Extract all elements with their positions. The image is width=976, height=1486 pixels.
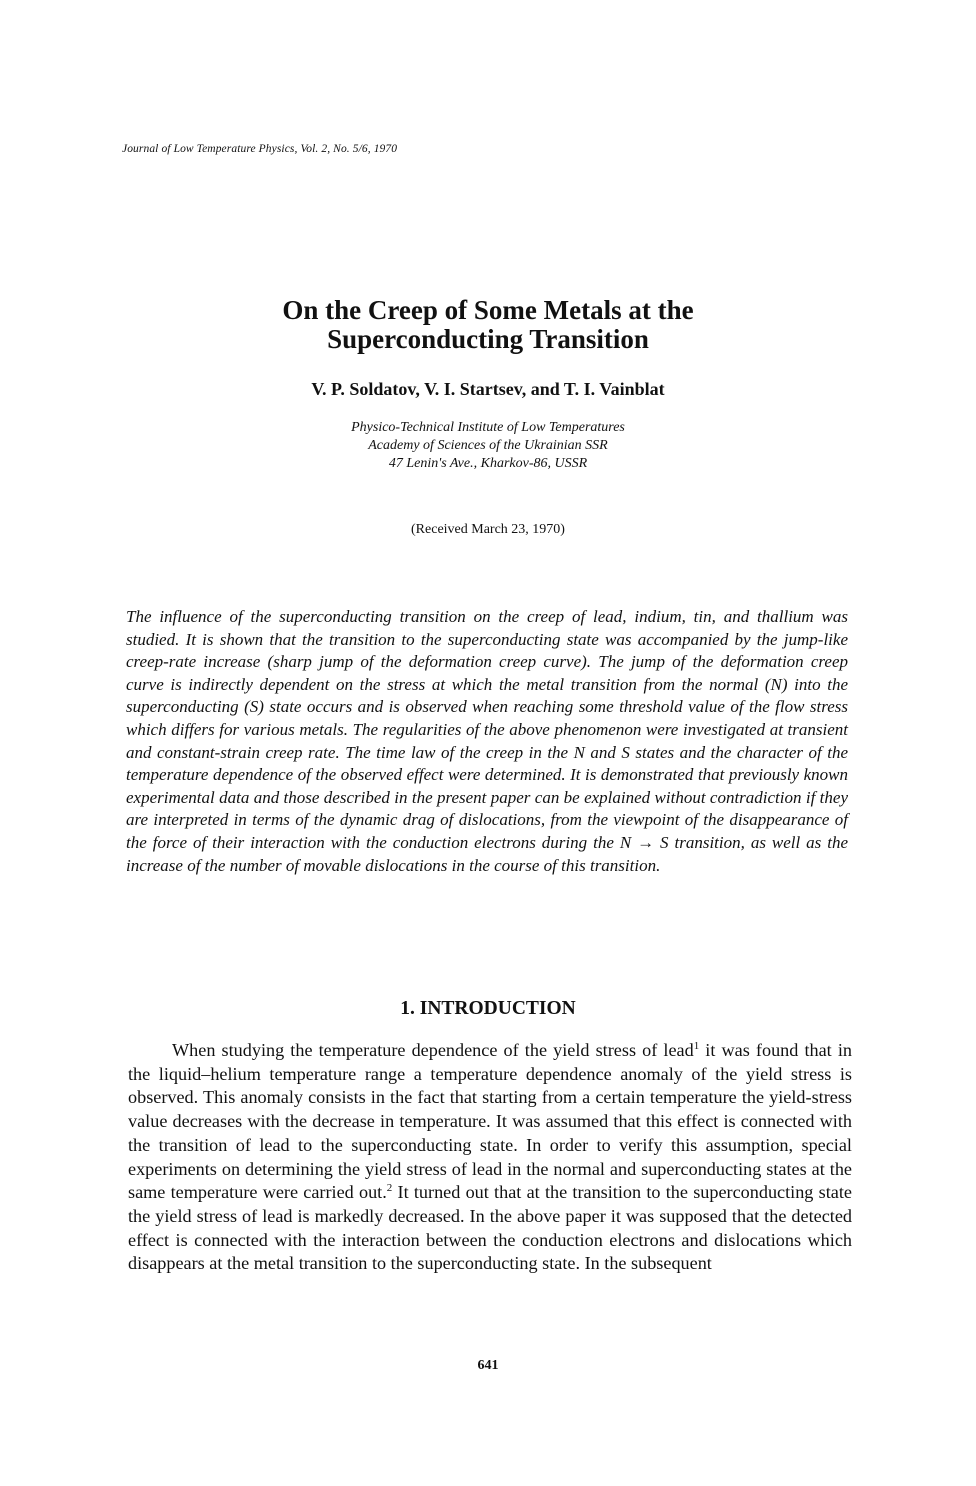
affiliation-line-2: Academy of Sciences of the Ukrainian SSR [368,438,608,453]
affiliation [0,419,976,473]
abstract: The influence of the superconducting transition on the creep of lead, indium, tin, and thallium was studied. It is shown that the transition to the superconducting state was accompanied by the jump-like creep-rate increase (sharp jump of the deformation creep curve). The jump of the deformation creep curve is indirectly dependent on the stress at which the metal transition from the normal (N) into the superconducting (S) state occurs and is observed when reaching some threshold value of the flow stress which differs for various metals. The regularities of the above phenomenon were investigated at transient and constant-strain creep rate. The time law of the creep in the N and S states and the character of the temperature dependence of the observed effect were determined. It is demonstrated that previously known experimental data and those described in the present paper can be explained without contradiction if they are interpreted in terms of the dynamic drag of dislocations, from the viewpoint of the disappearance of the force of their interaction with the conduction electrons during the N → S transition, as well as the increase of the number of movable dislocations in the course of this transition. [126,607,848,875]
title-line-1: On the Creep of Some Metals at the [282,295,694,325]
reference-2: 2 [386,1182,393,1195]
affiliation-line-3: 47 Lenin's Ave., Kharkov-86, USSR [388,456,588,471]
page-number: 641 [477,1358,499,1373]
journal-citation: Journal of Low Temperature Physics, Vol. 2, No. 5/6, 1970 [122,143,398,155]
title-line-2: Superconducting Transition [327,324,649,354]
paragraph-text-3: It turned out that at the transition to the superconducting state the yield stress of lead is markedly decreased. In the above paper it was supposed that the detected effect is connected with the interaction between the conduction electrons and dislocations which disappears at the metal transition to the superconducting state. In the subsequent [128,1182,852,1274]
author-list: V. P. Soldatov, V. I. Startsev, and T. I. Vainblat [311,379,665,399]
paragraph-text-2: it was found that in the liquid–helium temperature range a temperature dependence anomaly of the yield stress is observed. This anomaly consists in the fact that starting from a certain temperature the yield-stress value decreases with the decrease in temperature. It was assumed that this effect is connected with the transition of lead to the superconducting state. In order to verify this assumption, special experiments on determining the yield stress of lead in the normal and superconducting states at the same temperature were carried out. [128,1040,852,1203]
section-heading: 1. INTRODUCTION [400,998,576,1019]
paper-title [0,296,976,354]
paragraph-text-1: When studying the temperature dependence of the yield stress of lead [172,1040,694,1060]
received-date: (Received March 23, 1970) [411,522,565,537]
reference-1: 1 [693,1039,700,1052]
intro-paragraph [128,1039,852,1276]
affiliation-line-1: Physico-Technical Institute of Low Temperatures [351,420,625,435]
